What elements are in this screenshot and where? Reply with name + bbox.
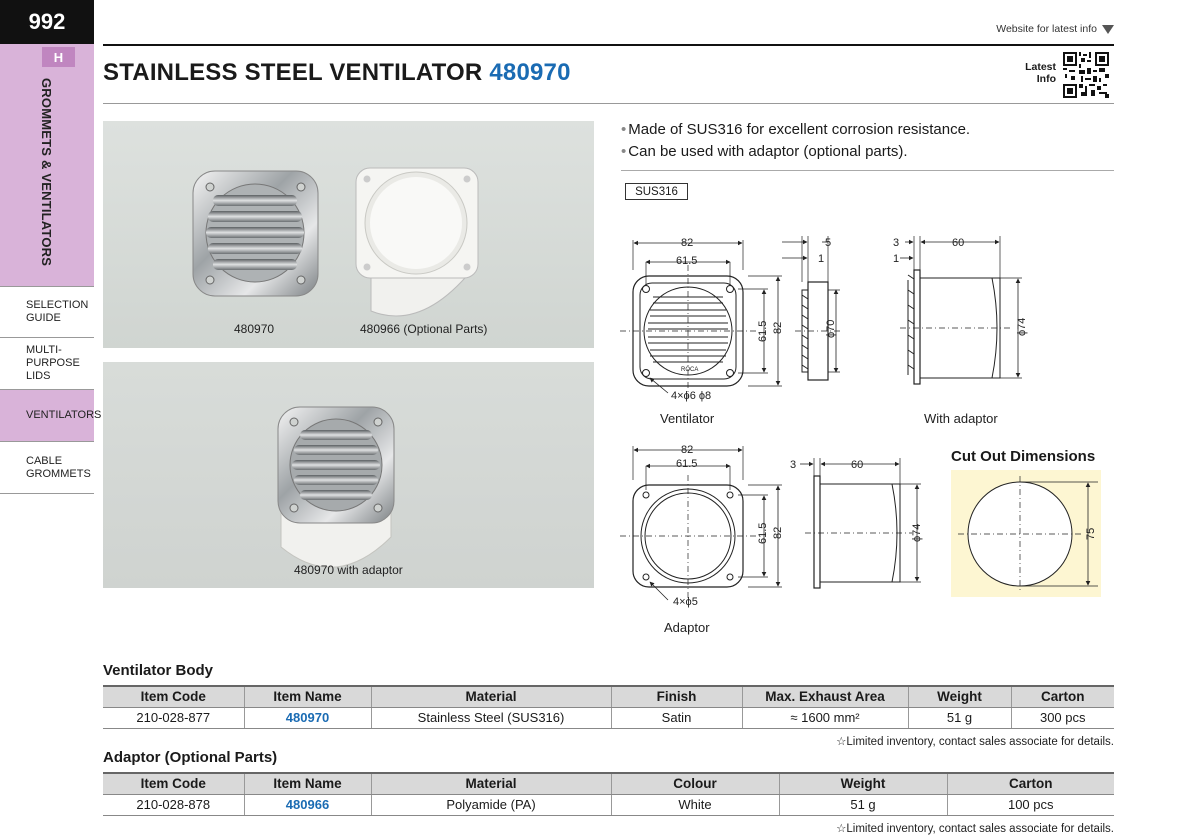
page-title [103, 59, 571, 87]
category-letter: H [42, 47, 75, 67]
ventilator-side-view [782, 236, 840, 380]
sidebar-item-selection-guide[interactable]: SELECTION GUIDE [0, 286, 94, 338]
dim-1: 1 [818, 253, 825, 265]
table-header: Colour [611, 773, 779, 794]
table-header: Material [371, 686, 611, 707]
ventilator-with-adaptor-image [103, 362, 594, 588]
table-header: Carton [947, 773, 1114, 794]
table-header-row [103, 773, 1114, 794]
dim-v-61-5: 61.5 [757, 320, 769, 342]
table-cell: Stainless Steel (SUS316) [371, 707, 611, 728]
table-header-row [103, 686, 1114, 707]
triangle-down-icon [1102, 25, 1114, 34]
top-rule [103, 44, 1114, 46]
table-header: Carton [1011, 686, 1114, 707]
dim-holes: 4×ϕ6 ϕ8 [671, 390, 712, 402]
adaptor-spec-table [103, 772, 1114, 816]
dim-v-61-5-adaptor: 61.5 [757, 522, 769, 544]
table-cell: 210-028-878 [103, 794, 244, 815]
ventilator-and-adaptor-image [103, 121, 594, 348]
dim-61-5-adaptor: 61.5 [676, 458, 698, 470]
table-header: Item Name [244, 686, 371, 707]
table-cell: Satin [611, 707, 742, 728]
dim-holes-adaptor: 4×ϕ5 [673, 596, 698, 608]
dim-a1: 1 [893, 253, 900, 265]
dim-v-82: 82 [772, 321, 784, 334]
table-cell: 300 pcs [1011, 707, 1114, 728]
feature-item: • Can be used with adaptor (optional parts). [621, 141, 970, 163]
title-rule [103, 103, 1114, 104]
dim-phi70: ϕ70 [825, 319, 837, 338]
sidebar-item-cable-grommets[interactable]: CABLE GROMMETS [0, 442, 94, 494]
ventilator-front-view [620, 240, 782, 398]
table-cell: 100 pcs [947, 794, 1114, 815]
dim-v-82-adaptor: 82 [772, 526, 784, 539]
ventilator-logo: ROCA [681, 367, 699, 373]
inventory-note: ☆Limited inventory, contact sales associate for details. [836, 736, 1114, 748]
ventilator-spec-table [103, 685, 1114, 729]
product-photo-assembled [103, 362, 594, 588]
table-header: Max. Exhaust Area [742, 686, 908, 707]
feature-item: • Made of SUS316 for excellent corrosion resistance. [621, 119, 970, 141]
table-cell: 51 g [779, 794, 947, 815]
sidebar-item-multi-purpose-lids[interactable]: MULTI- PURPOSE LIDS [0, 338, 94, 390]
dim-a60: 60 [952, 237, 965, 249]
adaptor-table-title: Adaptor (Optional Parts) [103, 749, 278, 766]
adaptor-side-view [800, 458, 921, 588]
table-header: Material [371, 773, 611, 794]
dim-82: 82 [681, 237, 694, 249]
website-info-link[interactable] [996, 23, 1114, 35]
dim-5: 5 [825, 237, 832, 249]
dim-adaptor-3: 3 [790, 459, 797, 471]
qr-code-icon[interactable] [1063, 52, 1109, 98]
website-info-label: Website for latest info [996, 23, 1097, 35]
with-adaptor-label: With adaptor [924, 411, 998, 426]
product-photo-pair [103, 121, 594, 348]
photo-caption-assembled: 480970 with adaptor [294, 563, 403, 577]
dim-a3: 3 [893, 237, 900, 249]
latest-info-label: Latest Info [1025, 61, 1056, 85]
photo-caption-ventilator: 480970 [234, 322, 275, 336]
cutout-title: Cut Out Dimensions [951, 448, 1096, 465]
page-number: 992 [0, 0, 94, 44]
photo-caption-adaptor: 480966 (Optional Parts) [360, 322, 488, 336]
technical-drawings [600, 205, 1120, 640]
category-label: GROMMETS & VENTILATORS [39, 78, 54, 267]
material-tag: SUS316 [625, 183, 688, 200]
ventilator-label: Ventilator [660, 411, 715, 426]
table-header: Item Code [103, 773, 244, 794]
sidebar-item-ventilators[interactable]: VENTILATORS [0, 390, 94, 442]
title-code: 480970 [489, 59, 571, 86]
ventilator-table-title: Ventilator Body [103, 662, 214, 679]
inventory-note-adaptor: ☆Limited inventory, contact sales associate for details. [836, 823, 1114, 835]
table-cell: ≈ 1600 mm² [742, 707, 908, 728]
dim-61-5: 61.5 [676, 255, 698, 267]
sidebar-nav [0, 286, 102, 494]
table-row [103, 794, 1114, 815]
item-name-link[interactable]: 480970 [244, 707, 371, 728]
with-adaptor-side-view [900, 236, 1022, 384]
dim-phi74: ϕ74 [1016, 317, 1028, 336]
table-header: Weight [908, 686, 1011, 707]
table-header: Item Name [244, 773, 371, 794]
adaptor-label: Adaptor [664, 620, 710, 635]
table-cell: 51 g [908, 707, 1011, 728]
table-header: Weight [779, 773, 947, 794]
title-text: STAINLESS STEEL VENTILATOR [103, 59, 483, 86]
table-header: Item Code [103, 686, 244, 707]
table-cell: White [611, 794, 779, 815]
cutout-view [951, 470, 1101, 597]
table-row [103, 707, 1114, 728]
table-cell: Polyamide (PA) [371, 794, 611, 815]
table-header: Finish [611, 686, 742, 707]
feature-list [621, 119, 970, 163]
table-cell: 210-028-877 [103, 707, 244, 728]
dim-cut-75: 75 [1085, 527, 1097, 540]
dim-phi74-adaptor: ϕ74 [911, 523, 923, 542]
feature-rule [621, 170, 1114, 171]
item-name-link[interactable]: 480966 [244, 794, 371, 815]
dim-adaptor-60: 60 [851, 459, 864, 471]
dim-82-adaptor: 82 [681, 444, 694, 456]
